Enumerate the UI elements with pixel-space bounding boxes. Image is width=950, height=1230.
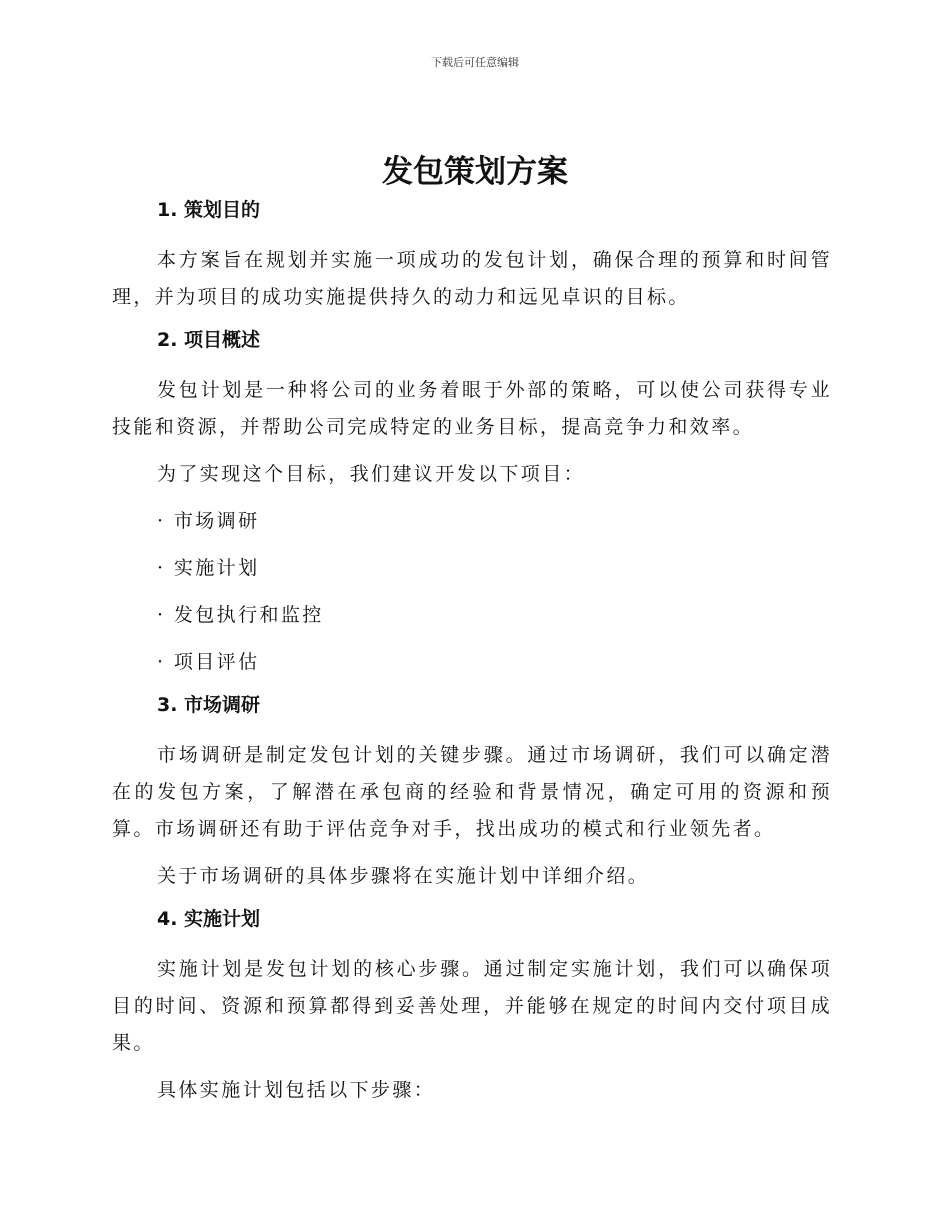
section-heading-purpose: 1. 策划目的 (157, 199, 261, 221)
list-item: · 项目评估 (157, 651, 260, 673)
paragraph: 发包计划是一种将公司的业务着眼于外部的策略，可以使公司获得专业技能和资源，并帮助公司完成特定的业务目标，提高竞争力和效率。 (112, 379, 832, 438)
paragraph: 本方案旨在规划并实施一项成功的发包计划，确保合理的预算和时间管理，并为项目的成功实施提供持久的动力和远见卓识的目标。 (112, 249, 832, 308)
paragraph: 实施计划是发包计划的核心步骤。通过制定实施计划，我们可以确保项目的时间、资源和预算都得到妥善处理，并能够在规定的时间内交付项目成果。 (112, 958, 832, 1054)
paragraph: 为了实现这个目标，我们建议开发以下项目： (157, 463, 586, 485)
paragraph: 关于市场调研的具体步骤将在实施计划中详细介绍。 (157, 865, 650, 887)
paragraph: 具体实施计划包括以下步骤： (157, 1079, 436, 1101)
document-title: 发包策划方案 (382, 154, 568, 190)
section-heading-implementation-plan: 4. 实施计划 (157, 908, 261, 930)
header-note: 下载后可任意编辑 (431, 56, 519, 69)
document-body (112, 196, 832, 1119)
list-item: · 发包执行和监控 (157, 604, 324, 626)
paragraph: 市场调研是制定发包计划的关键步骤。通过市场调研，我们可以确定潜在的发包方案，了解潜在承包商的经验和背景情况，确定可用的资源和预算。市场调研还有助于评估竞争对手，找出成功的模式和行业领先者。 (112, 744, 832, 840)
list-item: · 实施计划 (157, 557, 260, 579)
list-item: · 市场调研 (157, 510, 260, 532)
section-heading-market-research: 3. 市场调研 (157, 694, 261, 716)
section-heading-overview: 2. 项目概述 (157, 329, 261, 351)
